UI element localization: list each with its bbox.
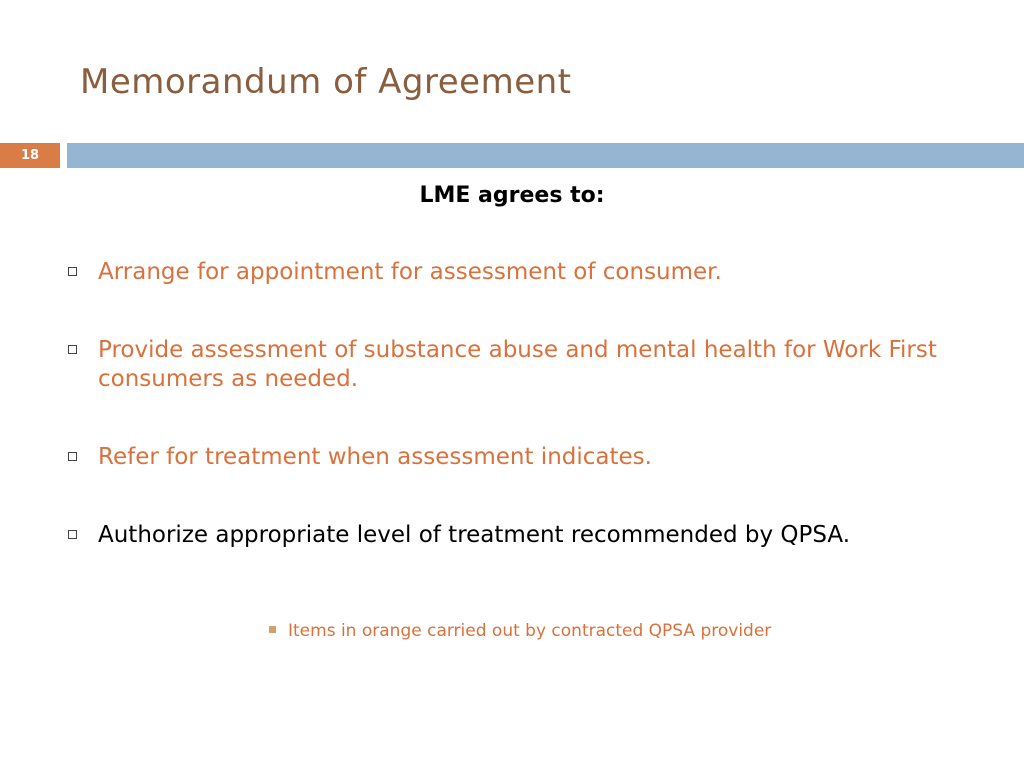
filled-square-bullet-icon xyxy=(269,626,276,633)
bullet-text: Refer for treatment when assessment indicates. xyxy=(98,444,652,470)
slide-number: 18 xyxy=(20,148,40,163)
square-bullet-icon xyxy=(68,345,77,354)
bullet-item xyxy=(62,258,942,287)
bullet-text: Provide assessment of substance abuse and mental health for Work First consumers as needed. xyxy=(98,337,937,392)
footnote-text: Items in orange carried out by contracted QPSA provider xyxy=(288,621,772,641)
square-bullet-icon xyxy=(68,530,77,539)
footnote xyxy=(269,621,771,641)
slide-number-badge xyxy=(0,143,60,168)
bullet-text: Authorize appropriate level of treatment recommended by QPSA. xyxy=(98,522,851,548)
bullet-item xyxy=(62,521,942,550)
bullet-item xyxy=(62,443,942,472)
header-divider-bar xyxy=(67,143,1024,168)
slide-subheading: LME agrees to: xyxy=(419,183,605,208)
square-bullet-icon xyxy=(68,267,77,276)
bullet-list xyxy=(62,258,942,599)
bullet-item xyxy=(62,336,942,394)
square-bullet-icon xyxy=(68,452,77,461)
bullet-text: Arrange for appointment for assessment of consumer. xyxy=(98,259,722,285)
slide-title: Memorandum of Agreement xyxy=(80,62,572,102)
